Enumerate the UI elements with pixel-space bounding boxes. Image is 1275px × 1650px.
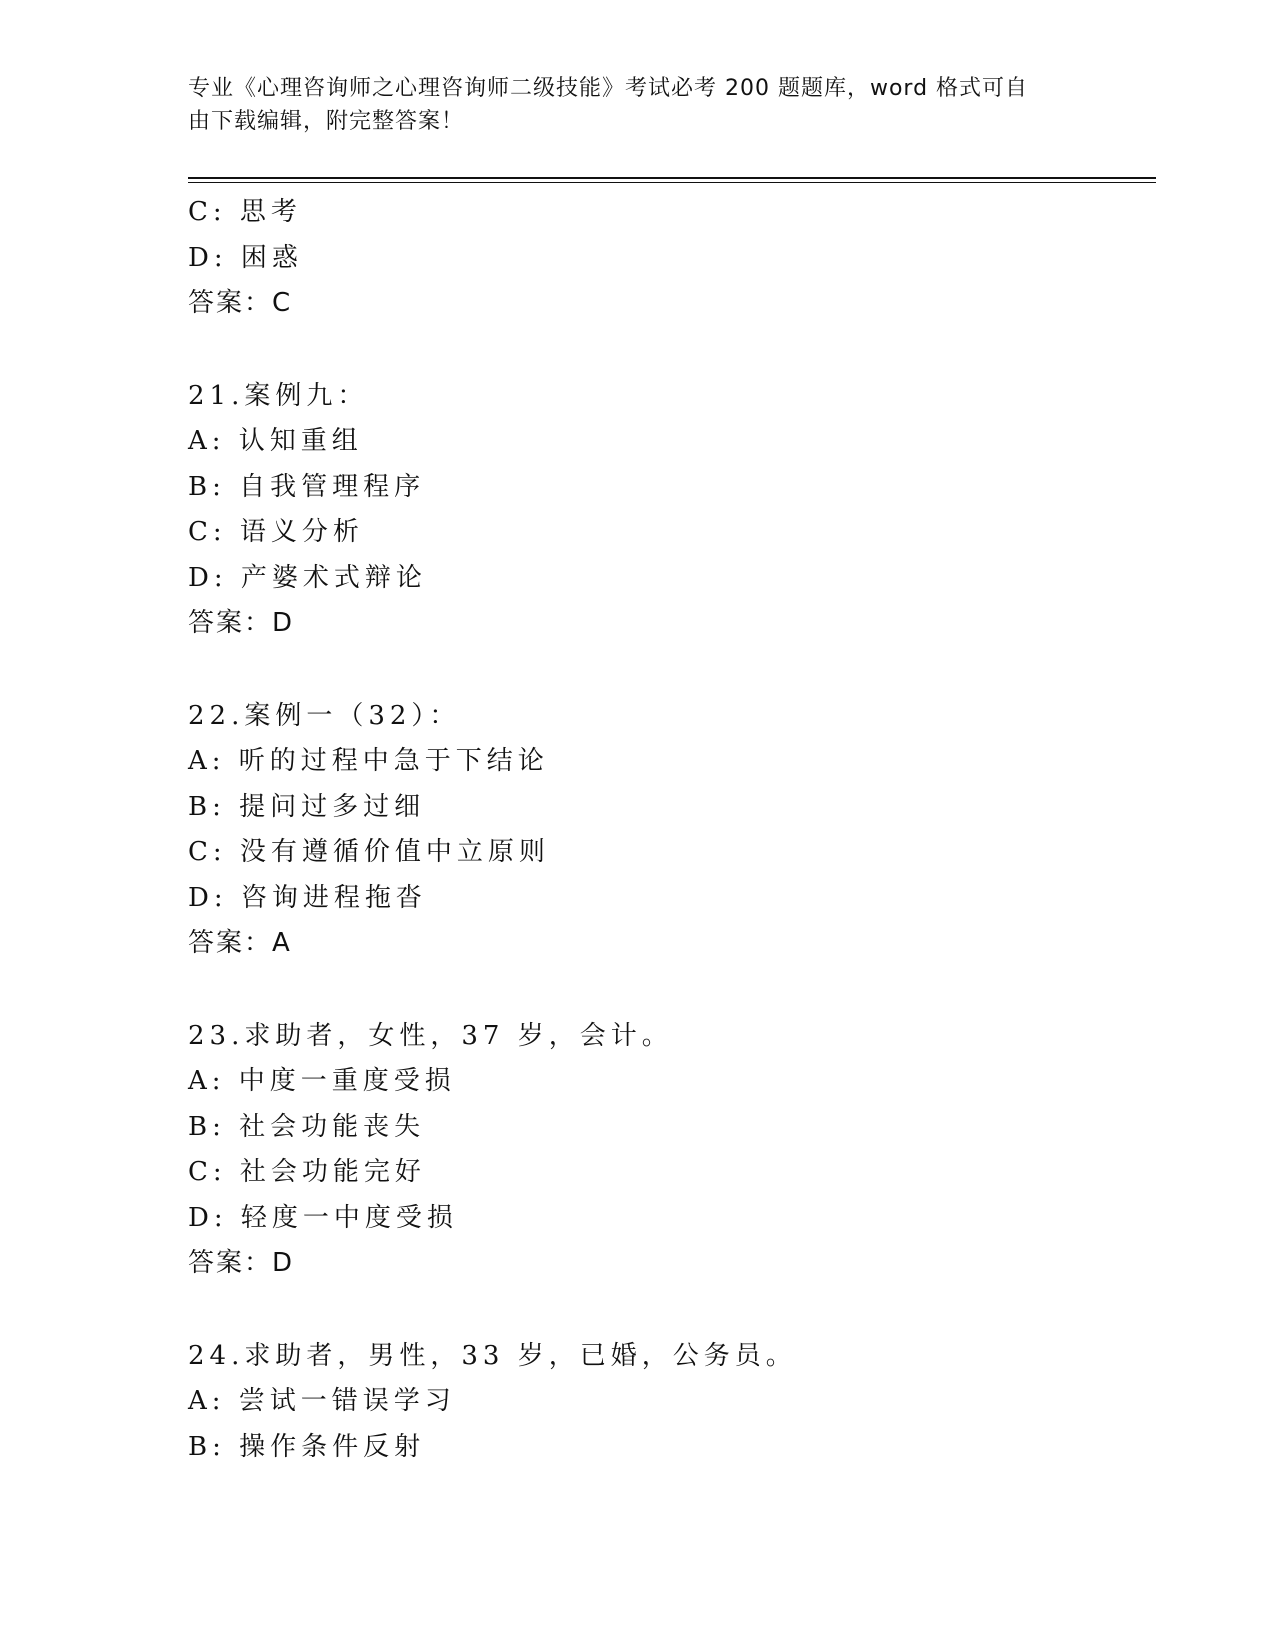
question-23 (188, 1014, 1148, 1287)
option-a: A: 听的过程中急于下结论 (188, 746, 549, 776)
option-d: D: 困惑 (188, 242, 303, 273)
continued-question (188, 190, 1148, 327)
question-stem: 23.求助者，女性，37 岁，会计。 (188, 1020, 673, 1051)
option-b: B: 社会功能丧失 (188, 1111, 426, 1142)
question-stem: 21.案例九： (188, 380, 369, 411)
question-21 (188, 374, 1148, 647)
question-stem: 24.求助者，男性，33 岁，已婚，公务员。 (188, 1340, 797, 1371)
option-b: B: 提问过多过细 (188, 791, 426, 822)
question-stem: 22.案例一（32）： (188, 700, 461, 731)
question-22 (188, 694, 1148, 967)
option-c: C: 没有遵循价值中立原则 (188, 837, 550, 867)
option-c: C: 思考 (188, 197, 302, 227)
option-a: A: 中度一重度受损 (188, 1066, 456, 1096)
option-d: D: 产婆术式辩论 (188, 562, 427, 593)
option-a: A: 尝试一错误学习 (188, 1386, 456, 1416)
header-line-2: 由下载编辑，附完整答案！ (188, 109, 465, 134)
answer-line: 答案：A (188, 928, 292, 958)
header-divider-thin (188, 182, 1156, 183)
answer-line: 答案：D (188, 1248, 295, 1278)
answer-line: 答案：D (188, 608, 295, 638)
document-header (188, 72, 1068, 138)
option-d: D: 轻度一中度受损 (188, 1202, 458, 1233)
question-24 (188, 1334, 1148, 1471)
option-a: A: 认知重组 (188, 426, 363, 456)
answer-line: 答案：C (188, 288, 293, 318)
header-divider-thick (188, 177, 1156, 179)
option-d: D: 咨询进程拖沓 (188, 882, 427, 913)
header-line-1: 专业《心理咨询师之心理咨询师二级技能》考试必考 200 题题库，word 格式可自 (188, 76, 1029, 101)
option-c: C: 语义分析 (188, 517, 364, 547)
option-c: C: 社会功能完好 (188, 1157, 426, 1187)
option-b: B: 自我管理程序 (188, 471, 426, 502)
document-body (188, 190, 1148, 1470)
option-b: B: 操作条件反射 (188, 1431, 426, 1462)
